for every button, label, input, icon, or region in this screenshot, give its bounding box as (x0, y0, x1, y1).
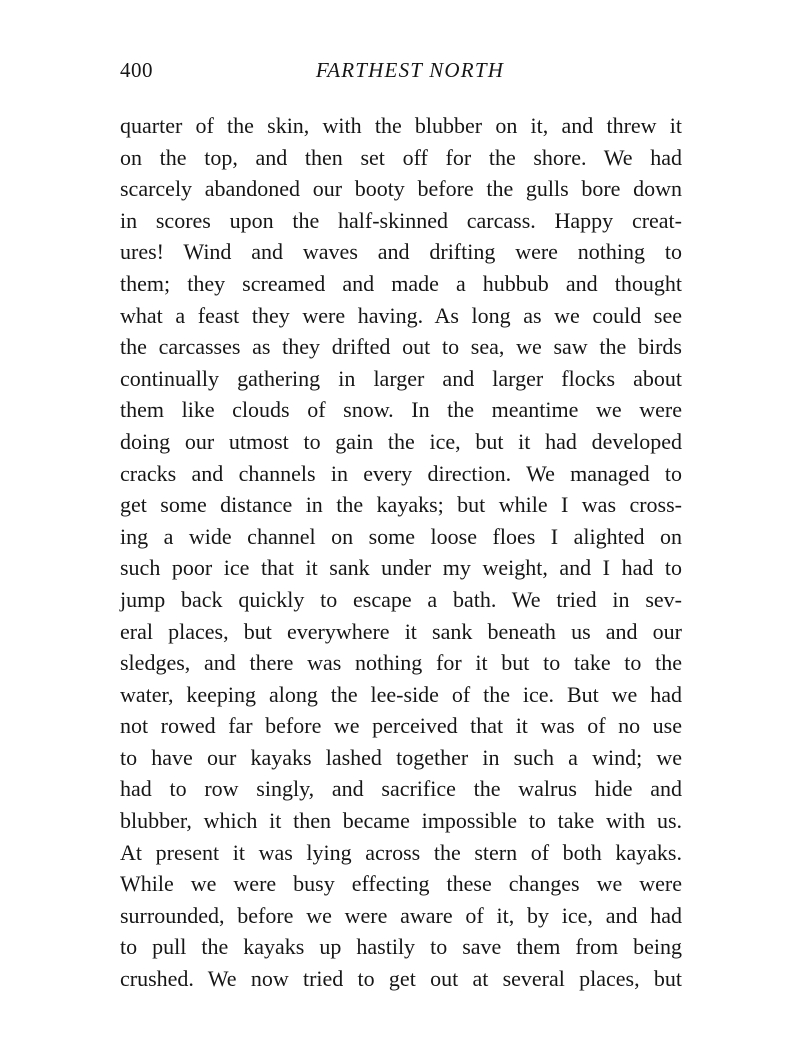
text-line: such poor ice that it sank under my weight, and I had to (120, 555, 682, 581)
text-line: water, keeping along the lee-side of the ice. But we had (120, 681, 682, 707)
text-line: jump back quickly to escape a bath. We tried in sev- (120, 586, 682, 612)
text-line: not rowed far before we perceived that it was of no use (120, 713, 682, 739)
text-line: ing a wide channel on some loose floes I alighted on (120, 523, 682, 549)
text-line: get some distance in the kayaks; but while I was cross- (120, 492, 682, 518)
text-line: eral places, but everywhere it sank beneath us and our (120, 618, 682, 644)
text-line: on the top, and then set off for the shore. We had (120, 144, 682, 170)
text-line: quarter of the skin, with the blubber on it, and threw it (120, 113, 682, 138)
running-title: FARTHEST NORTH (315, 58, 505, 82)
text-line: them; they screamed and made a hubbub and thought (120, 270, 682, 296)
text-line: what a feast they were having. As long as we could see (120, 302, 682, 328)
text-line: doing our utmost to gain the ice, but it had developed (120, 428, 682, 454)
text-line: scarcely abandoned our booty before the gulls bore down (120, 176, 682, 202)
text-line: to pull the kayaks up hastily to save them from being (120, 934, 682, 960)
text-line: crushed. We now tried to get out at several places, but (120, 966, 682, 992)
page-header (120, 58, 682, 88)
body-text (120, 110, 682, 995)
text-line: continually gathering in larger and larger flocks about (120, 365, 682, 391)
text-line: sledges, and there was nothing for it but to take to the (120, 650, 682, 676)
text-line: At present it was lying across the stern of both kayaks. (120, 839, 682, 865)
text-line: blubber, which it then became impossible to take with us. (120, 808, 682, 834)
text-line: surrounded, before we were aware of it, by ice, and had (120, 902, 682, 928)
text-line: to have our kayaks lashed together in such a wind; we (120, 744, 682, 770)
text-line: cracks and channels in every direction. We managed to (120, 460, 682, 486)
page-number: 400 (120, 58, 153, 82)
text-line: ures! Wind and waves and drifting were nothing to (120, 239, 682, 265)
text-line: the carcasses as they drifted out to sea, we saw the birds (120, 334, 682, 360)
text-line: them like clouds of snow. In the meantime we were (120, 397, 682, 423)
text-line: had to row singly, and sacrifice the walrus hide and (120, 776, 682, 802)
text-line: While we were busy effecting these changes we were (120, 871, 682, 897)
text-line: in scores upon the half-skinned carcass. Happy creat- (120, 207, 682, 233)
